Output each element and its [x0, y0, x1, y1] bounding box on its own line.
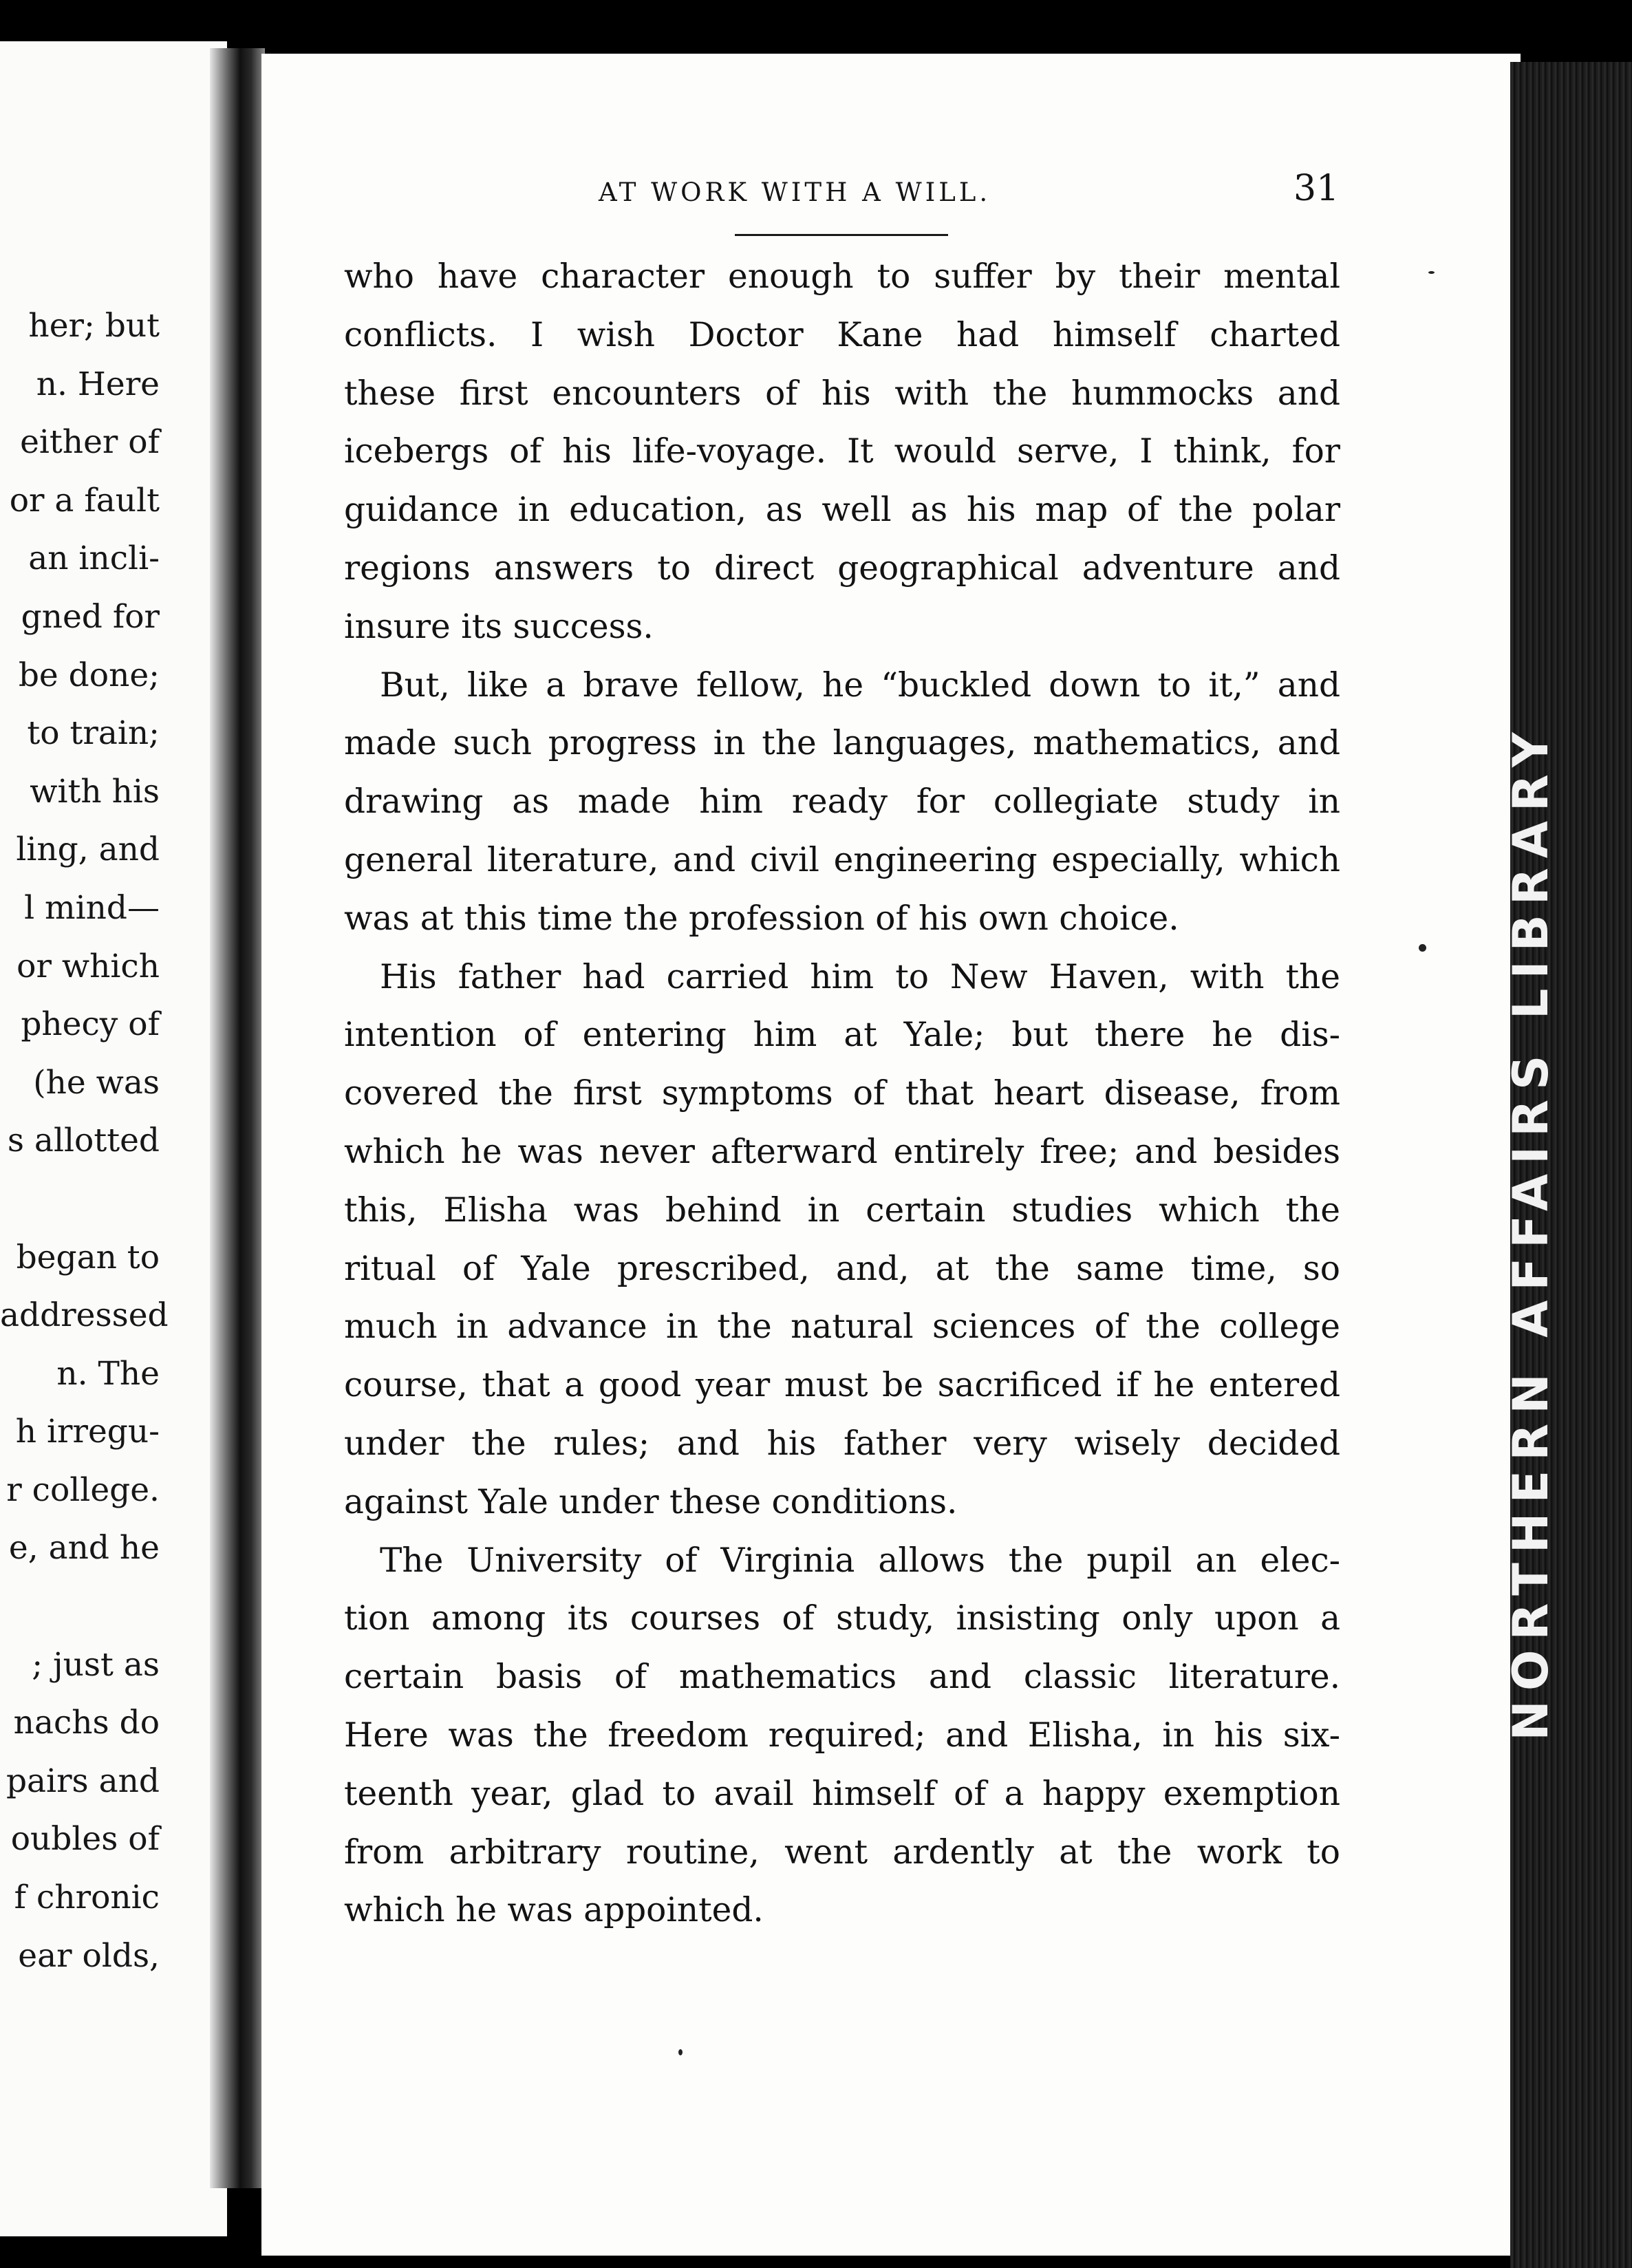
- previous-page-line: ; just as: [32, 1645, 160, 1684]
- previous-page-line: ear olds,: [18, 1936, 160, 1975]
- library-stamp: NORTHERN AFFAIRS LIBRARY: [1503, 723, 1559, 1741]
- previous-page-line: e, and he: [8, 1529, 160, 1568]
- previous-page-line: ling, and: [16, 831, 160, 869]
- text-line: under the rules; and his father very wisely decided: [344, 1424, 1340, 1463]
- previous-page-line: or which: [17, 947, 160, 985]
- previous-page-line: l mind—: [24, 888, 160, 927]
- text-line: against Yale under these conditions.: [344, 1482, 958, 1521]
- book-gutter: [210, 48, 265, 2188]
- text-line: general literature, and civil engineering especially, which: [344, 840, 1340, 879]
- text-line: insure its success.: [344, 607, 654, 646]
- text-line: which he was never afterward entirely free; and besides: [344, 1132, 1340, 1171]
- paragraph: [344, 948, 1340, 1532]
- previous-page-line: h irregu-: [15, 1413, 160, 1451]
- previous-page-line: with his: [30, 772, 160, 811]
- previous-page-line: addressed: [0, 1296, 169, 1335]
- previous-page-line: pairs and: [6, 1762, 160, 1800]
- text-line: was at this time the profession of his own choice.: [344, 899, 1179, 938]
- text-line: His father had carried him to New Haven, with the: [380, 957, 1340, 996]
- speck-mark: [1428, 271, 1435, 274]
- text-line: which he was appointed.: [344, 1891, 764, 1930]
- text-line: tion among its courses of study, insisting only upon a: [344, 1599, 1340, 1638]
- text-line: conflicts. I wish Doctor Kane had himself charted: [344, 315, 1340, 354]
- text-line: drawing as made him ready for collegiate study in: [344, 782, 1340, 822]
- text-line: guidance in education, as well as his map of the polar: [344, 491, 1340, 530]
- text-line: who have character enough to suffer by their mental: [344, 257, 1340, 296]
- previous-page-line: r college.: [6, 1470, 160, 1509]
- previous-page-line: either of: [20, 423, 160, 462]
- previous-page-line: to train;: [27, 714, 160, 753]
- text-line: Here was the freedom required; and Elisha, in his six-: [344, 1715, 1340, 1755]
- previous-page-line: oubles of: [10, 1820, 160, 1859]
- previous-page-text: [0, 297, 169, 1985]
- text-line: covered the first symptoms of that heart disease, from: [344, 1074, 1340, 1113]
- text-line: intention of entering him at Yale; but there he dis-: [344, 1016, 1340, 1055]
- text-line: But, like a brave fellow, he “buckled down to it,” and: [380, 665, 1340, 705]
- speck-mark: [678, 2049, 683, 2055]
- text-line: teenth year, glad to avail himself of a happy exemption: [344, 1774, 1340, 1813]
- text-line: from arbitrary routine, went ardently at the work to: [344, 1832, 1340, 1872]
- text-line: certain basis of mathematics and classic literature.: [344, 1658, 1340, 1697]
- previous-page-line: [0, 1170, 160, 1229]
- previous-page-line: n. Here: [36, 365, 160, 403]
- previous-page-line: gned for: [21, 597, 160, 636]
- text-line: these first encounters of his with the hummocks and: [344, 374, 1340, 413]
- running-head: AT WORK WITH A WILL.: [599, 178, 991, 207]
- previous-page-line: her; but: [28, 307, 160, 345]
- text-line: this, Elisha was behind in certain studies which the: [344, 1190, 1340, 1230]
- previous-page-line: phecy of: [21, 1005, 160, 1044]
- text-line: ritual of Yale prescribed, and, at the same time, so: [344, 1249, 1340, 1288]
- previous-page-line: n. The: [56, 1354, 160, 1393]
- previous-page-line: f chronic: [14, 1879, 160, 1917]
- text-line: much in advance in the natural sciences of the college: [344, 1307, 1340, 1347]
- previous-page-line: an incli-: [28, 539, 160, 578]
- paragraph: [344, 248, 1340, 656]
- previous-page-line: s allotted: [7, 1122, 160, 1160]
- previous-page-line: [0, 1578, 160, 1636]
- previous-page-line: began to: [16, 1238, 160, 1276]
- previous-page-line: or a fault: [9, 481, 160, 520]
- previous-page-line: be done;: [18, 656, 160, 694]
- page-number: 31: [1293, 168, 1340, 209]
- text-line: course, that a good year must be sacrificed if he entered: [344, 1366, 1340, 1405]
- text-line: made such progress in the languages, mathematics, and: [344, 724, 1340, 763]
- text-line: icebergs of his life-voyage. It would serve, I think, for: [344, 432, 1340, 471]
- paragraph: [344, 656, 1340, 948]
- speck-mark: [1419, 944, 1426, 952]
- previous-page-line: nachs do: [13, 1704, 160, 1742]
- header-rule: [735, 234, 948, 236]
- paragraph: [344, 1532, 1340, 1940]
- text-line: regions answers to direct geographical adventure and: [344, 548, 1340, 588]
- previous-page: [0, 41, 227, 2236]
- previous-page-line: (he was: [33, 1063, 160, 1102]
- text-line: The University of Virginia allows the pupil an elec-: [380, 1541, 1340, 1580]
- page-body: [344, 248, 1340, 1940]
